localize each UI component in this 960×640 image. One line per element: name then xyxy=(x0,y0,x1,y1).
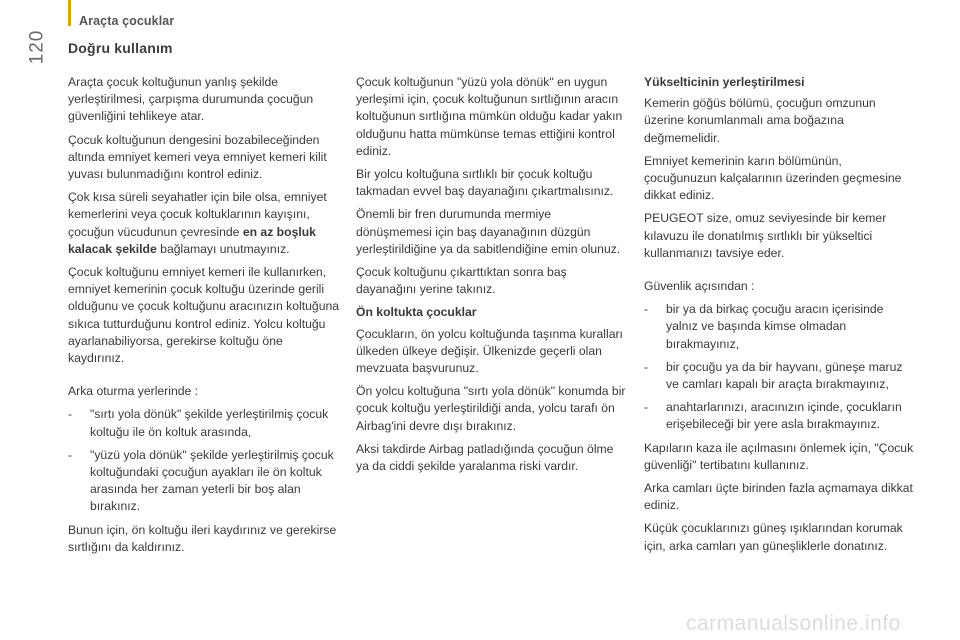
list-dash: - xyxy=(644,359,649,374)
safety-list xyxy=(644,301,916,433)
list-item xyxy=(644,359,916,393)
paragraph: Emniyet kemerinin karın bölümünün, çocuğunuzun kalçalarının üzerinden geçmesine dikkat ediniz. xyxy=(644,153,902,203)
paragraph: PEUGEOT size, omuz seviyesinde bir kemer kılavuzu ile donatılmış sırtlıklı bir yükseltici kullanmanızı tavsiye eder. xyxy=(644,211,887,260)
list-item xyxy=(68,447,340,516)
list-item xyxy=(644,399,916,433)
paragraph: Önemli bir fren durumunda mermiye dönüşmemesi için baş dayanağının düzgün yerleştirildiğine ya da sabitlendiğine emin olunuz. xyxy=(356,207,621,256)
paragraph-text: bağlamayı unutmayınız. xyxy=(156,241,290,256)
list-item-text: anahtarlarınızı, aracınızın içinde, çocukların erişebileceği bir yere asla bırakmayınız. xyxy=(666,400,902,432)
section-accent-bar xyxy=(68,0,71,26)
list-dash: - xyxy=(644,302,649,317)
list-item xyxy=(644,301,916,353)
paragraph: Çocuk koltuğunun "yüzü yola dönük" en uygun yerleşimi için, çocuk koltuğunun sırtlığının aracın koltuğunun sırtlığına mümkün olduğu kadar yakın olduğunu hatta mümkünse temas ettiğini kontrol ediniz. xyxy=(356,75,623,158)
paragraph: Arka camları üçte birinden fazla açmamaya dikkat ediniz. xyxy=(644,481,913,513)
rear-seat-list xyxy=(68,406,340,515)
paragraph: Bir yolcu koltuğuna sırtlıklı bir çocuk koltuğu takmadan evvel baş dayanağını çıkartmalısınız. xyxy=(356,167,614,199)
paragraph-text: Çok kısa süreli seyahatler için bile olsa, emniyet kemerlerini veya çocuk koltuklarının kayışını, çocuğun vücudunun çevresinde xyxy=(68,190,327,239)
list-item-text: "yüzü yola dönük" şekilde yerleştirilmiş çocuk koltuğundaki çocuğun ayakları ile ön koltuk arasında her zaman yeterli bir boş alan bırakınız. xyxy=(90,447,334,514)
column-1 xyxy=(68,74,340,562)
column-2 xyxy=(356,74,628,481)
section-header: Araçta çocuklar xyxy=(79,14,175,28)
page-number: 120 xyxy=(26,29,48,65)
section-heading: Yükselticinin yerleştirilmesi xyxy=(644,75,805,89)
paragraph: Ön yolcu koltuğuna "sırtı yola dönük" konumda bir çocuk koltuğu yerleştirildiği anda, yolcu tarafı ön Airbag'ini devre dışı bırakınız. xyxy=(356,384,626,433)
paragraph: Küçük çocuklarınızı güneş ışıklarından korumak için, arka camları yan güneşliklerle donatınız. xyxy=(644,521,903,553)
paragraph: Kemerin göğüs bölümü, çocuğun omzunun üzerine konumlanmalı ama boğazına değmemelidir. xyxy=(644,96,876,145)
paragraph: Aksi takdirde Airbag patladığında çocuğun ölme ya da ciddi şekilde yaralanma riski vardır. xyxy=(356,441,614,474)
list-dash: - xyxy=(644,400,649,415)
list-item xyxy=(68,406,340,440)
paragraph: Araçta çocuk koltuğunun yanlış şekilde yerleştirilmesi, çarpışma durumunda çocuğun güvenliğini tehlikeye atar. xyxy=(68,75,314,124)
paragraph: Çocuk koltuğunu emniyet kemeri ile kullanırken, emniyet kemerinin çocuk koltuğu üzerinde gerili olduğunu ve çocuk koltuğunu aracınızın koltuğuna sıkıca tutturduğunu kontrol ediniz. Yolcu koltuğu ayarlanabiliyorsa, gerekirse koltuğu öne kaydırınız. xyxy=(68,265,340,366)
list-dash: - xyxy=(68,407,73,422)
paragraph: Güvenlik açısından : xyxy=(644,279,755,294)
list-item-text: "sırtı yola dönük" şekilde yerleştirilmiş çocuk koltuğu ile ön koltuk arasında, xyxy=(90,407,329,439)
paragraph: Kapıların kaza ile açılmasını önlemek için, "Çocuk güvenliği" tertibatını kullanınız. xyxy=(644,440,914,472)
section-heading: Ön koltukta çocuklar xyxy=(356,305,477,320)
paragraph: Bunun için, ön koltuğu ileri kaydırınız ve gerekirse sırtlığını da kaldırınız. xyxy=(68,522,337,554)
paragraph: Çocukların, ön yolcu koltuğunda taşınma kuralları ülkeden ülkeye değişir. Ülkenizde geçerli olan mevzuata başvurunuz. xyxy=(356,326,623,376)
page-title: Doğru kullanım xyxy=(68,40,173,56)
column-3 xyxy=(644,74,916,561)
paragraph xyxy=(68,189,340,258)
paragraph: Çocuk koltuğunu çıkarttıktan sonra baş dayanağını yerine takınız. xyxy=(356,265,567,297)
watermark: carmanualsonline.info xyxy=(686,612,901,635)
list-item-text: bir ya da birkaç çocuğu aracın içerisinde yalnız ve başında kimse olmadan bırakmayınız, xyxy=(666,302,884,351)
paragraph: Çocuk koltuğunun dengesini bozabileceğinden altında emniyet kemeri veya emniyet kemeri kilit yuvası bulunmadığını kontrol ediniz. xyxy=(68,132,327,182)
list-dash: - xyxy=(68,447,73,462)
list-item-text: bir çocuğu ya da bir hayvanı, güneşe maruz ve camları kapalı bir araçta bırakmayınız, xyxy=(666,359,903,392)
paragraph: Arka oturma yerlerinde : xyxy=(68,384,199,399)
emphasis-text: en az boşluk kalacak şekilde xyxy=(68,224,316,256)
